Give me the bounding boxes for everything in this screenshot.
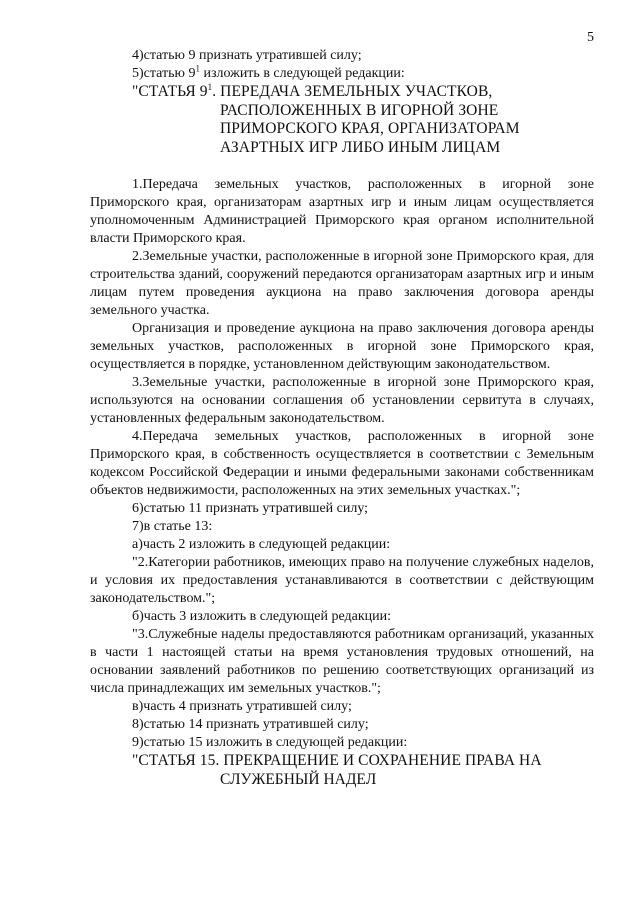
article-9-1-paragraph-1: 1.Передача земельных участков, расположенных в игорной зоне Приморского края, организаторам азартных игр и иным лицам осуществляется уполномоченным Администрацией Приморского края органом исполнительной власти Приморского края. <box>90 177 594 246</box>
article-9-1-heading-line-4: АЗАРТНЫХ ИГР ЛИБО ИНЫМ ЛИЦАМ <box>220 138 501 156</box>
item-7: 7)в статье 13: <box>132 519 213 534</box>
item-7b: б)часть 3 изложить в следующей редакции: <box>132 609 392 624</box>
article-15-heading-line-2: СЛУЖЕБНЫЙ НАДЕЛ <box>220 770 377 788</box>
item-5-superscript: 1 <box>195 63 200 74</box>
article-9-1-heading-line-3: ПРИМОРСКОГО КРАЯ, ОРГАНИЗАТОРАМ <box>220 120 520 137</box>
item-5-text-b: изложить в следующей редакции: <box>199 66 405 81</box>
item-5 <box>90 65 594 83</box>
article-9-1-paragraph-5: 4.Передача земельных участков, расположенных в игорной зоне Приморского края, в собственность осуществляется в соответствии с Земельным кодексом Российской Федерации и иными федеральными законами собственникам объектов недвижимости, расположенных на этих земельных участках."; <box>90 429 594 498</box>
item-4: 4)статью 9 признать утратившей силу; <box>132 48 362 63</box>
article-9-1-heading-line-2: РАСПОЛОЖЕННЫХ В ИГОРНОЙ ЗОНЕ <box>220 101 499 119</box>
article-9-1-heading-title: . ПЕРЕДАЧА ЗЕМЕЛЬНЫХ УЧАСТКОВ, <box>212 83 493 100</box>
article-9-1-heading-line-1 <box>90 83 594 102</box>
item-8: 8)статью 14 признать утратившей силу; <box>132 717 369 732</box>
page-number: 5 <box>587 30 594 45</box>
article-9-1-paragraph-2: 2.Земельные участки, расположенные в игорной зоне Приморского края, для строительства зданий, сооружений передаются организаторам азартных игр и иным лицам путем проведения аукциона на право заключения договора аренды земельного участка. <box>90 249 594 318</box>
article-9-1-heading-prefix: "СТАТЬЯ 9 <box>132 83 208 100</box>
spacer <box>90 157 594 176</box>
item-7b-text: "3.Служебные наделы предоставляются работникам организаций, указанных в части 1 настоящей статьи на время установления трудовых отношений, на основании заявлений работников по решению соответствующих организаций из числа принадлежащих им земельных участков."; <box>90 627 594 696</box>
item-9: 9)статью 15 изложить в следующей редакции: <box>132 735 408 750</box>
article-9-1-paragraph-3: Организация и проведение аукциона на право заключения договора аренды земельных участков, расположенных в игорной зоне Приморского края, осуществляется в порядке, установленном действующим законодательством. <box>90 321 594 372</box>
article-9-1-paragraph-4: 3.Земельные участки, расположенные в игорной зоне Приморского края, используются на основании соглашения об установлении сервитута в случаях, установленных федеральным законодательством. <box>90 375 594 426</box>
article-9-1-heading-superscript: 1 <box>207 81 213 92</box>
item-7a: а)часть 2 изложить в следующей редакции: <box>132 537 391 552</box>
document-body <box>90 47 594 789</box>
item-7c: в)часть 4 признать утратившей силу; <box>132 699 352 714</box>
item-7a-text: "2.Категории работников, имеющих право на получение служебных наделов, и условия их предоставления устанавливаются в соответствии с действующим законодательством."; <box>90 555 594 606</box>
item-5-text-a: 5)статью 9 <box>132 66 196 81</box>
item-6: 6)статью 11 признать утратившей силу; <box>132 501 369 516</box>
article-15-heading-line-1: "СТАТЬЯ 15. ПРЕКРАЩЕНИЕ И СОХРАНЕНИЕ ПРАВА НА <box>132 752 542 769</box>
